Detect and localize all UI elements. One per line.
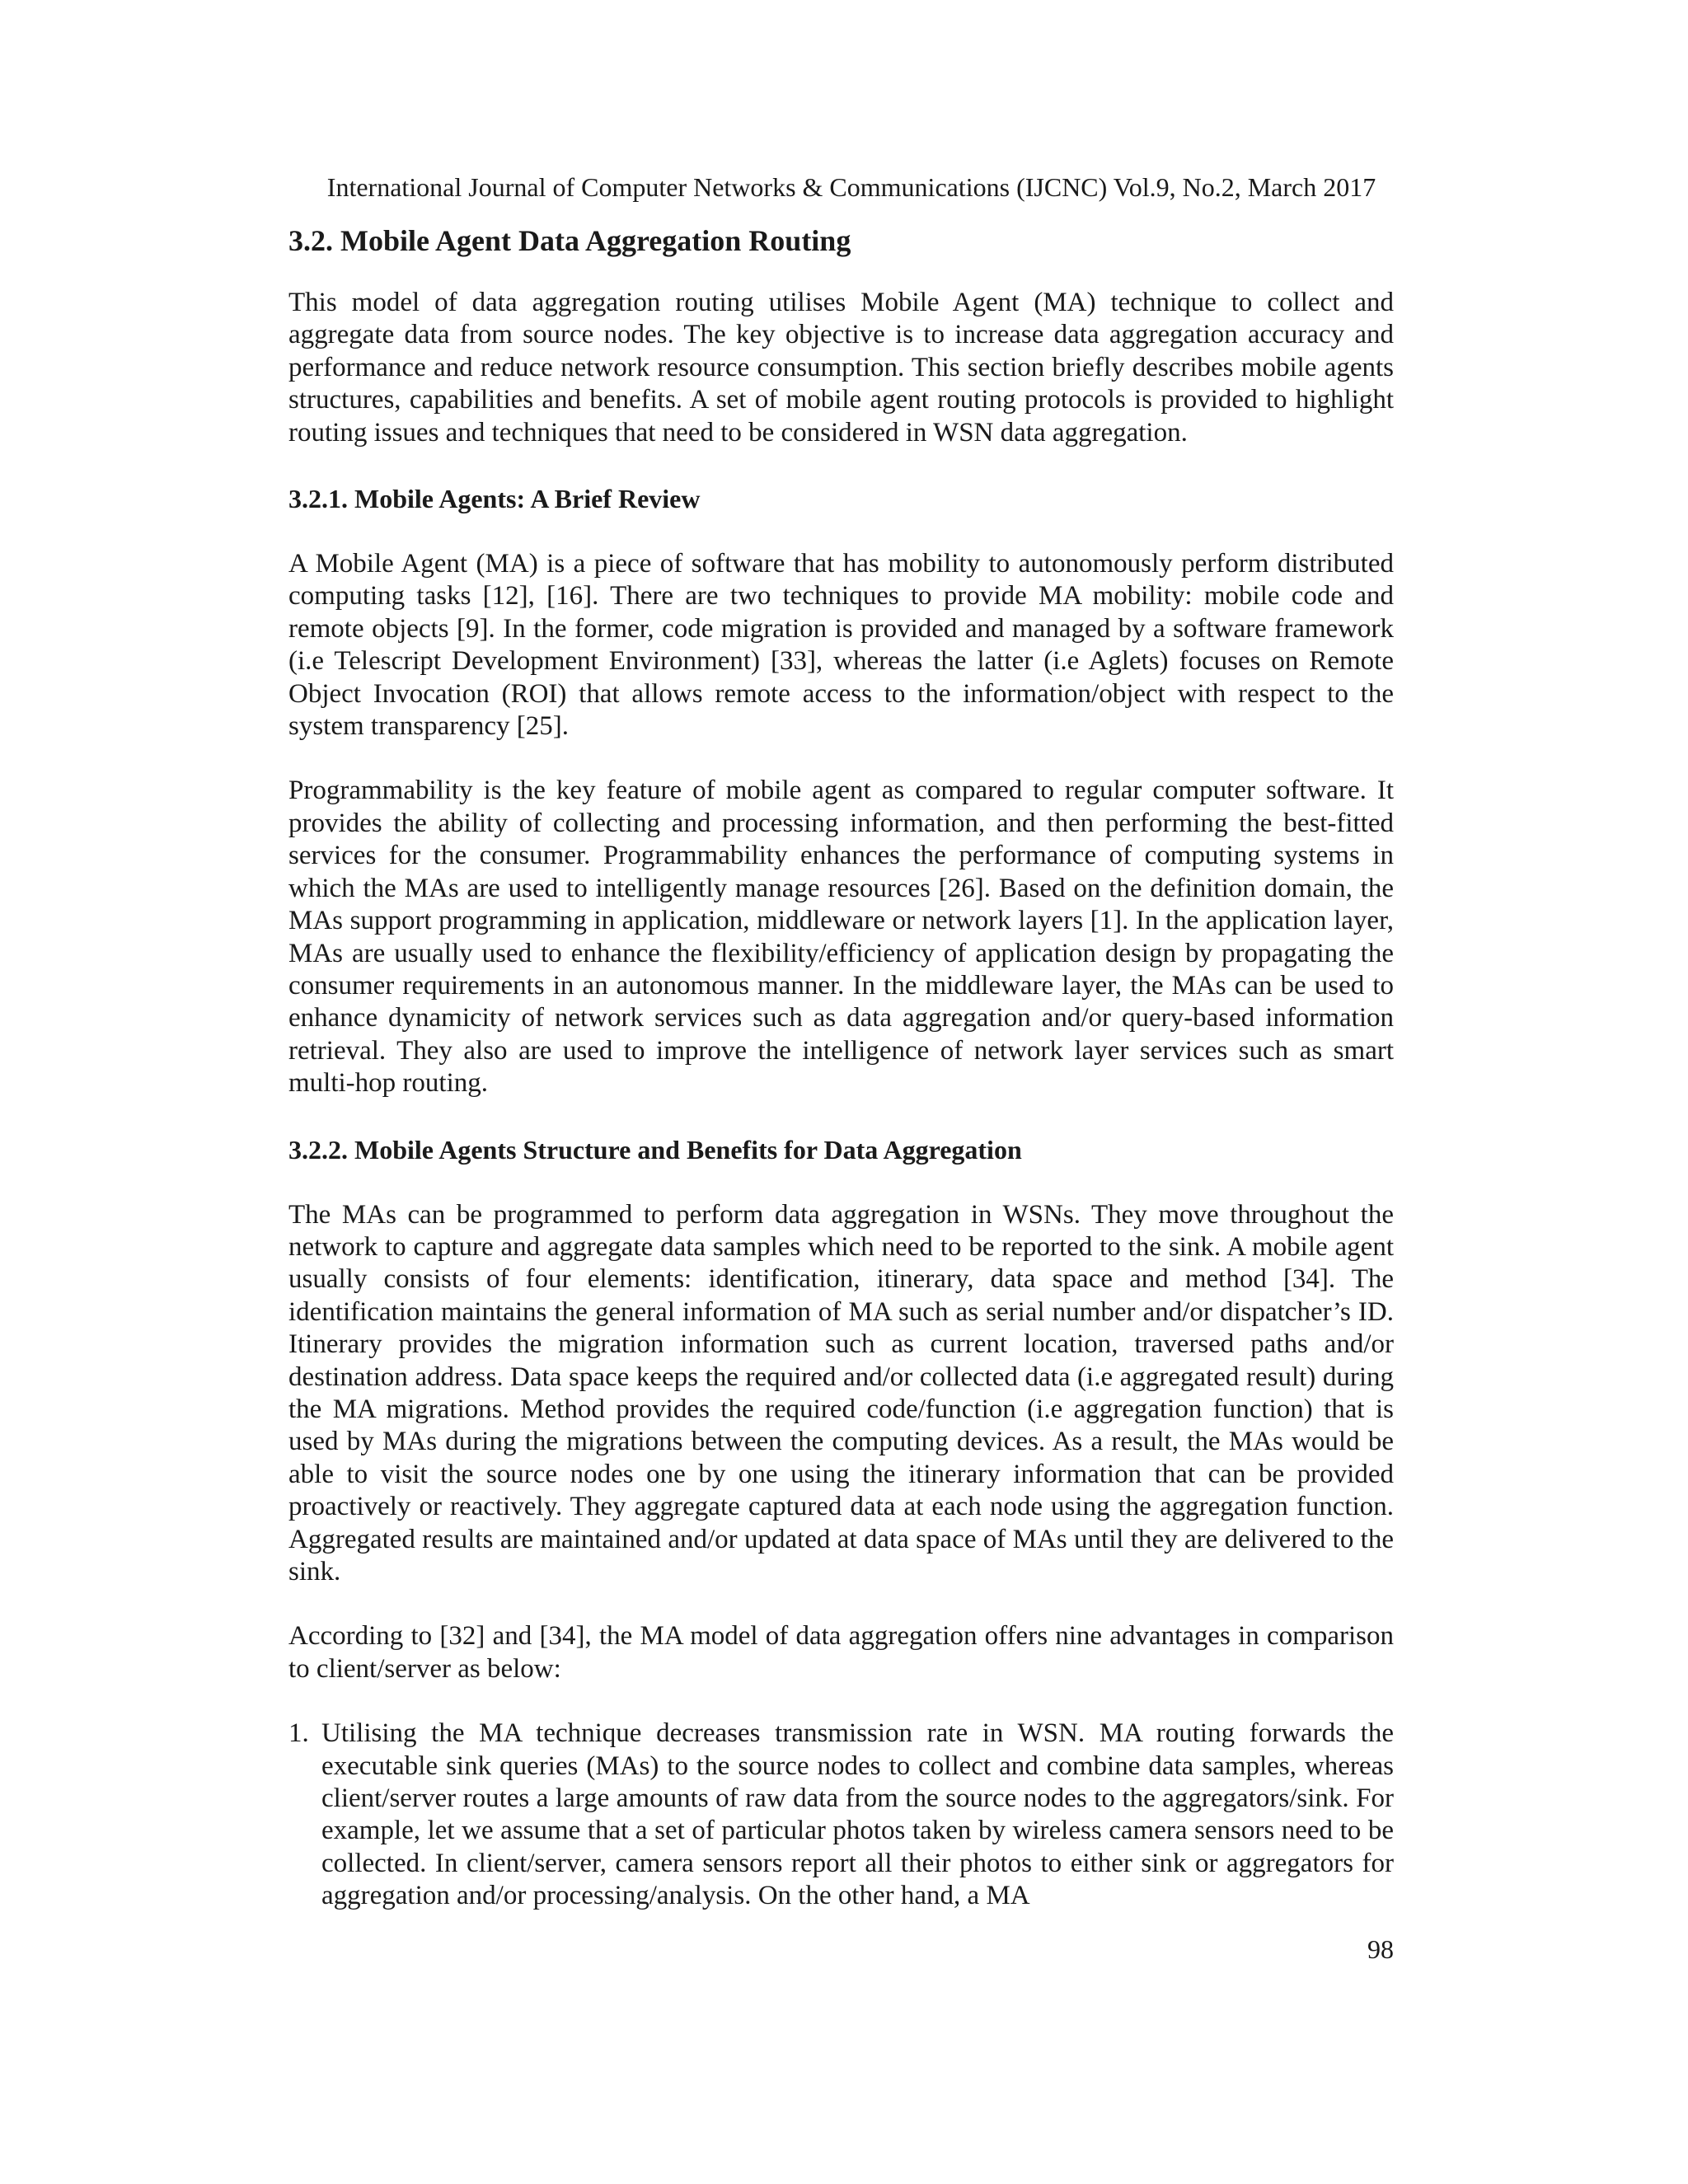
article-body [288, 221, 1394, 1913]
body-paragraph: Programmability is the key feature of mobile agent as compared to regular computer software. It provides the ability of collecting and processing information, and then performing the best-fitted services for the consumer. Programmability enhances the performance of computing systems in which the MAs are used to intelligently manage resources [26]. Based on the definition domain, the MAs support programming in application, middleware or network layers [1]. In the application layer, MAs are usually used to enhance the flexibility/efficiency of application design by propagating the consumer requirements in an autonomous manner. In the middleware layer, the MAs can be used to enhance dynamicity of network services such as data aggregation and/or query-based information retrieval. They also are used to improve the intelligence of network layer services such as smart multi-hop routing. [288, 776, 1394, 1099]
advantages-list [288, 1718, 1394, 1912]
body-paragraph: The MAs can be programmed to perform data aggregation in WSNs. They move throughout the network to capture and aggregate data samples which need to be reported to the sink. A mobile agent usually consists of four elements: identification, itinerary, data space and method [34]. The identification maintains the general information of MA such as serial number and/or dispatcher’s ID. Itinerary provides the migration information such as current location, traversed paths and/or destination address. Data space keeps the required and/or collected data (i.e aggregated result) during the MA migrations. Method provides the required code/function (i.e aggregation function) that is used by MAs during the migrations between the computing devices. As a result, the MAs would be able to visit the source nodes one by one using the itinerary information that can be provided proactively or reactively. They aggregate captured data at each node using the aggregation function. Aggregated results are maintained and/or updated at data space of MAs until they are delivered to the sink. [288, 1199, 1394, 1586]
body-paragraph: A Mobile Agent (MA) is a piece of software that has mobility to autonomously perform distributed computing tasks [12], [16]. There are two techniques to provide MA mobility: mobile code and remote objects [9]. In the former, code migration is provided and managed by a software framework (i.e Telescript Development Environment) [33], whereas the latter (i.e Aglets) focuses on Remote Object Invocation (ROI) that allows remote access to the information/object with respect to the system transparency [25]. [288, 549, 1394, 742]
body-paragraph: According to [32] and [34], the MA model of data aggregation offers nine advantages in comparison to client/server as below: [288, 1621, 1394, 1684]
subsection-title-mobile-agents-review: 3.2.1. Mobile Agents: A Brief Review [288, 484, 701, 514]
section-title: 3.2. Mobile Agent Data Aggregation Routing [288, 224, 851, 257]
page-number: 98 [1367, 1934, 1394, 1964]
running-header: International Journal of Computer Networks & Communications (IJCNC) Vol.9, No.2, March 2017 [326, 172, 1376, 202]
section-intro-paragraph: This model of data aggregation routing utilises Mobile Agent (MA) technique to collect and aggregate data from source nodes. The key objective is to increase data aggregation accuracy and performance and reduce network resource consumption. This section briefly describes mobile agents structures, capabilities and benefits. A set of mobile agent routing protocols is provided to highlight routing issues and techniques that need to be considered in WSN data aggregation. [288, 288, 1394, 448]
list-item-number: 1. [288, 1718, 309, 1749]
list-item-text: Utilising the MA technique decreases transmission rate in WSN. MA routing forwards the executable sink queries (MAs) to the source nodes to collect and combine data samples, whereas client/server routes a large amounts of raw data from the source nodes to the aggregators/sink. For example, let we assume that a set of particular photos taken by wireless camera sensors need to be collected. In client/server, camera sensors report all their photos to either sink or aggregators for aggregation and/or processing/analysis. On the other hand, a MA [321, 1718, 1394, 1911]
list-item [288, 1718, 1394, 1912]
subsection-title-structure-benefits: 3.2.2. Mobile Agents Structure and Benefits for Data Aggregation [288, 1134, 1022, 1165]
